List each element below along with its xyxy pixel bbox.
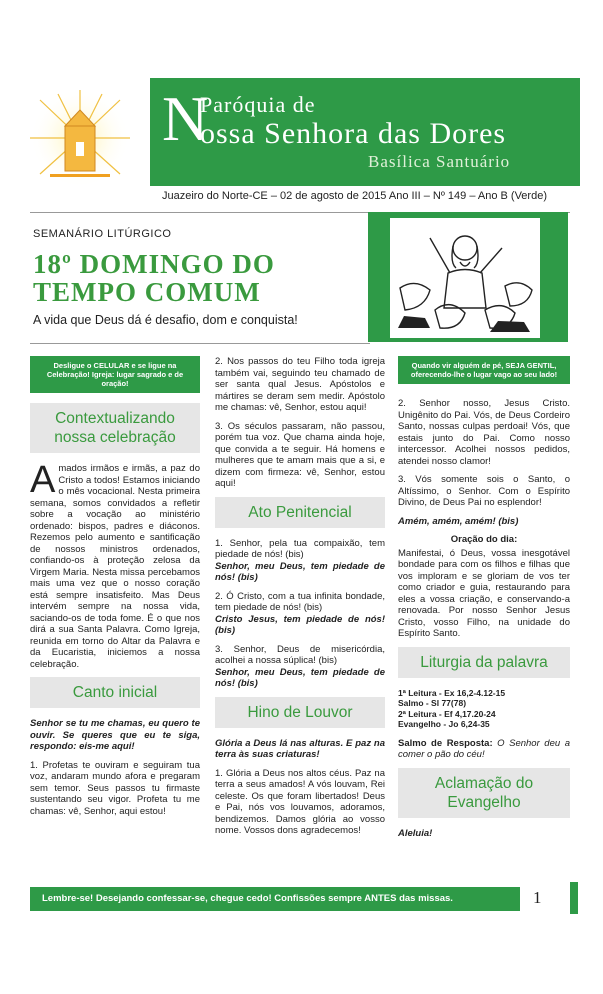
amen-line: Amém, amém, amém! (bis): [398, 515, 519, 527]
oracao-heading: Oração do dia:: [450, 534, 518, 545]
penitential-1-text: 1. Senhor, pela tua compaixão, tem piedade de nós! (bis): [215, 537, 385, 560]
intro-paragraph: [30, 459, 200, 670]
section-hino-de-louvor: Hino de Louvor: [215, 697, 385, 728]
gloria-verse-1: 1. Glória a Deus nos altos céus. Paz na terra a seus amados! A vós louvam, Rei celeste. Os que foram libertados! Deus e Pai, nós vos louvamos, adoramos, bendizemos. Damos glória ao vosso nome. Vossos dons agradecemos!: [215, 767, 385, 836]
aleluia: Aleluia!: [398, 827, 433, 839]
section-ato-penitencial: Ato Penitencial: [215, 497, 385, 528]
page-title-line1: 18º DOMINGO DO: [33, 249, 275, 279]
canto-refrain: Senhor se tu me chamas, eu quero te ouvir. Se queres que eu te siga, respondo: eis-me aqui!: [30, 718, 200, 752]
section-contextualizando: Contextualizando nossa celebração: [30, 403, 200, 453]
notice-phone: Desligue o CELULAR e se ligue na Celebração! Igreja: lugar sagrado e de oração!: [30, 356, 200, 393]
corner-mark: [570, 882, 578, 914]
canto-verse-1: 1. Profetas te ouviram e seguiram tua voz, andaram mundo afora e pregaram sem temor. Seus passos tu firmaste sustentando seu vigor. Profeta tu me chamas: vê, Senhor, aqui estou!: [30, 759, 200, 817]
penitential-1-response: Senhor, meu Deus, tem piedade de nós! (bis): [215, 560, 385, 583]
page-title: [33, 250, 275, 306]
penitential-2-text: 2. Ó Cristo, com a tua infinita bondade, tem piedade de nós! (bis): [215, 590, 385, 613]
header-title-line3: Basílica Santuário: [368, 152, 511, 171]
dropcap: A: [30, 459, 56, 501]
penitential-3: [215, 644, 385, 690]
canto-verse-3: 3. Os séculos passaram, não passou, porém tua voz. Que chama ainda hoje, que convida a te seguir. Há homens e mulheres que te amam mais que a si, e dizem com firmeza: vê, Senhor, estou aqui!: [215, 420, 385, 489]
footer-text: Lembre-se! Desejando confessar-se, chegue cedo! Confissões sempre ANTES das missas.: [42, 893, 453, 904]
penitential-1: [215, 538, 385, 584]
salmo-resposta: [398, 738, 570, 761]
penitential-3-response: Senhor, meu Deus, tem piedade de nós! (bis): [215, 666, 385, 689]
reading-2: 2ª Leitura - Ef 4,17.20-24: [398, 708, 496, 719]
subtitle: A vida que Deus dá é desafio, dom e conquista!: [33, 313, 298, 327]
column-3: [398, 356, 570, 846]
page-title-line2: TEMPO COMUM: [33, 277, 261, 307]
section-aclamacao: Aclamação do Evangelho: [398, 768, 570, 818]
notice-seat: Quando vir alguém de pé, SEJA GENTIL, oferecendo-lhe o lugar vago ao seu lado!: [398, 356, 570, 384]
salmo-label: Salmo de Resposta:: [398, 737, 493, 749]
header-title-initial: N: [162, 83, 209, 154]
header-title-line2: ossa Senhora das Dores: [200, 117, 507, 150]
column-1: [30, 356, 200, 824]
parish-logo: [10, 86, 150, 196]
oracao-text: Manifestai, ó Deus, vossa inesgotável bondade para com os filhos e filhas que vos imploram e se gloriam de vos ter como criador e guia, restaurando para eles a vossa criação, e conservando-a renovada. Por nosso Senhor Jesus Cristo, vosso Filho, na unidade do Espírito Santo.: [398, 547, 570, 639]
gloria-refrain: Glória a Deus lá nas alturas. E paz na terra às suas criaturas!: [215, 737, 385, 760]
section-liturgia-da-palavra: Liturgia da palavra: [398, 647, 570, 678]
canto-verse-2: 2. Nos passos do teu Filho toda igreja também vai, seguindo teu chamado de ser santa qual Jesus. Apóstolos e mártires se deram sem medir. Apóstolo me chamas: vê, Senhor, estou aqui!: [215, 356, 385, 413]
header-title-line1: Paróquia de: [200, 92, 316, 117]
dateline: Juazeiro do Norte-CE – 02 de agosto de 2015 Ano III – Nº 149 – Ano B (Verde): [162, 190, 547, 202]
divider-mid: [30, 343, 370, 344]
page-number: 1: [533, 888, 542, 907]
penitential-3-text: 3. Senhor, Deus de misericórdia, acolhei a nossa súplica! (bis): [215, 643, 385, 666]
intro-text: mados irmãos e irmãs, a paz do Cristo a todos! Estamos iniciando o mês vocacional. Nesta primeira semana, somos convidados a refletir sobre a vocação ao ministério ordenado: bispos, padres e diáconos. Rezemos pelo aumento e santificação de nossos ministros ordenados, confiando-os à proteção zelosa da Virgem Maria. Nesta missa percebamos mais uma vez que o nosso coração está sempre insatisfeito. Mas Deus intervém sempre na nossa vida, saciando-os de toda fome. É o que nos dirá a sua Santa Palavra. Como Igreja, reunida em torno do Altar da Palavra e da Eucaristia, iniciemos a nossa celebração.: [30, 463, 200, 670]
reading-gospel: Evangelho - Jo 6,24-35: [398, 719, 490, 729]
column-2: [215, 356, 385, 844]
gloria-verse-2: 2. Senhor nosso, Jesus Cristo. Unigênito do Pai. Vós, de Deus Cordeiro Santo, nossas culpas perdoai! Vós, que estais junto do Pai. Como nosso intercessor. Acolhei nossos pedidos, atendei nosso clamor!: [398, 398, 570, 467]
jesus-illustration: [390, 218, 540, 338]
penitential-2: [215, 591, 385, 637]
reading-1: 1ª Leitura - Ex 16,2-4.12-15: [398, 687, 506, 698]
reading-psalm: Salmo - Sl 77(78): [398, 698, 467, 708]
section-canto-inicial: Canto inicial: [30, 677, 200, 708]
kicker: SEMANÁRIO LITÚRGICO: [33, 228, 172, 240]
salmo-text: O Senhor deu a comer o pão do céu!: [398, 737, 570, 760]
gloria-verse-3: 3. Vós somente sois o Santo, o Altíssimo, o Senhor. Com o Espírito Divino, de Deus Pai no esplendor!: [398, 474, 570, 508]
penitential-2-response: Cristo Jesus, tem piedade de nós! (bis): [215, 613, 385, 636]
